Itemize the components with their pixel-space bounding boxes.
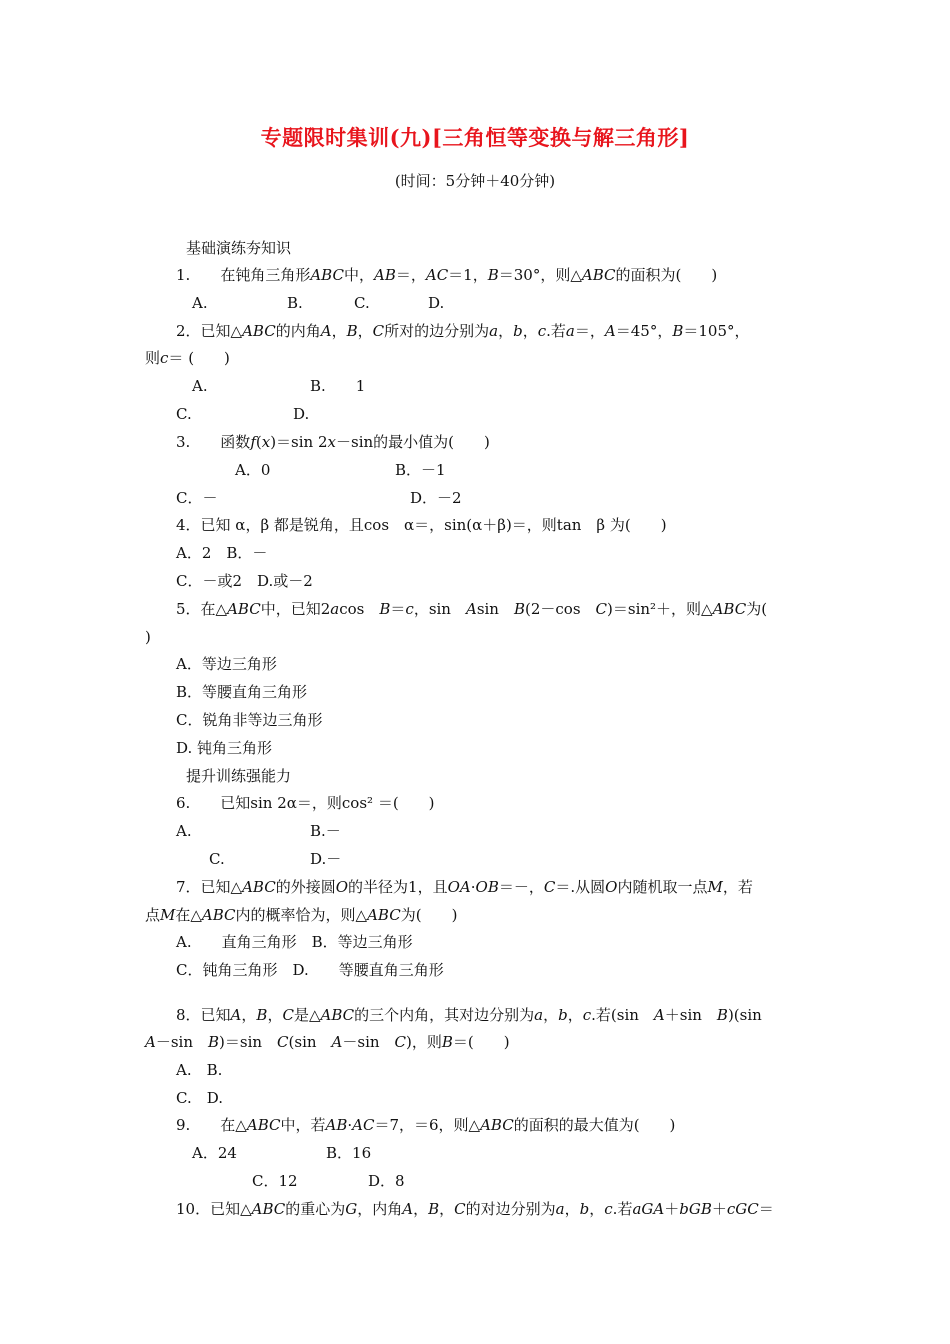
question-8-cont: A－sin B)＝sin C(sin A－sin C)，则B＝( ) <box>145 1033 510 1051</box>
q4-options-cd: C．－或2 D.或－2 <box>176 572 313 590</box>
question-4: 4．已知 α，β 都是锐角，且cos α＝，sin(α＋β)＝，则tan β 为( ) <box>176 516 667 534</box>
question-3: 3. 函数f(x)＝sin 2x－sin的最小值为( ) <box>176 433 490 451</box>
q2-option-d: D. <box>293 405 310 423</box>
q1-option-a: A. <box>192 294 208 312</box>
q5-option-c: C．锐角非等边三角形 <box>176 711 323 729</box>
q8-options-ab: A. B. <box>176 1061 223 1079</box>
question-5: 5．在△ABC中，已知2acos B＝c，sin Asin B(2－cos C)＝sin²＋，则△ABC为( <box>176 600 768 618</box>
q5-option-b: B．等腰直角三角形 <box>176 683 308 701</box>
question-1: 1. 在钝角三角形ABC中，AB＝，AC＝1，B＝30°，则△ABC的面积为( ) <box>176 266 718 284</box>
q7-options-cd: C．钝角三角形 D. 等腰直角三角形 <box>176 961 444 979</box>
question-5-cont: ) <box>145 628 151 646</box>
time-limit: (时间：5分钟＋40分钟) <box>394 172 556 190</box>
q1-option-d: D. <box>428 294 445 312</box>
q2-option-b: B. 1 <box>310 377 366 395</box>
q3-option-c: C．－ <box>176 489 218 507</box>
q5-option-d: D. 钝角三角形 <box>176 739 273 757</box>
q8-options-cd: C. D. <box>176 1089 223 1107</box>
question-9: 9. 在△ABC中，若AB·AC＝7，＝6，则△ABC的面积的最大值为( ) <box>176 1116 676 1134</box>
q6-option-a: A. <box>176 822 192 840</box>
page-title: 专题限时集训(九)[三角恒等变换与解三角形] <box>260 125 690 150</box>
question-7: 7．已知△ABC的外接圆O的半径为1，且OA·OB＝－，C＝.从圆O内随机取一点M，若 <box>176 878 753 896</box>
section-heading-basic: 基础演练夯知识 <box>186 239 292 257</box>
q6-option-d: D.－ <box>310 850 342 868</box>
q2-option-a: A. <box>192 377 208 395</box>
q1-option-c: C. <box>354 294 370 312</box>
question-2-cont: 则c＝ ( ) <box>145 349 230 367</box>
q3-option-b: B．－1 <box>395 461 446 479</box>
q9-option-b: B．16 <box>326 1144 372 1162</box>
section-heading-advanced: 提升训练强能力 <box>186 767 292 785</box>
q3-option-a: A．0 <box>235 461 271 479</box>
question-10: 10．已知△ABC的重心为G，内角A，B，C的对边分别为a，b，c.若aGA＋bGB＋cGC＝ <box>176 1200 774 1218</box>
q1-option-b: B. <box>287 294 303 312</box>
q9-option-d: D．8 <box>368 1172 405 1190</box>
q7-options-ab: A. 直角三角形 B．等边三角形 <box>176 933 413 951</box>
question-7-cont: 点M在△ABC内的概率恰为，则△ABC为( ) <box>145 906 458 924</box>
q5-option-a: A．等边三角形 <box>176 655 277 673</box>
q9-option-c: C．12 <box>252 1172 298 1190</box>
q6-option-b: B.－ <box>310 822 341 840</box>
q3-option-d: D．－2 <box>410 489 462 507</box>
q9-option-a: A．24 <box>192 1144 237 1162</box>
q4-options-ab: A．2 B．－ <box>176 544 268 562</box>
question-8: 8．已知A，B，C是△ABC的三个内角，其对边分别为a，b，c.若(sin A＋sin B)(sin <box>176 1006 762 1024</box>
q6-option-c: C. <box>209 850 225 868</box>
q2-option-c: C. <box>176 405 192 423</box>
question-6: 6. 已知sin 2α＝，则cos² ＝( ) <box>176 794 435 812</box>
question-2: 2．已知△ABC的内角A，B，C所对的边分别为a，b，c.若a＝，A＝45°，B＝105°， <box>176 322 750 340</box>
